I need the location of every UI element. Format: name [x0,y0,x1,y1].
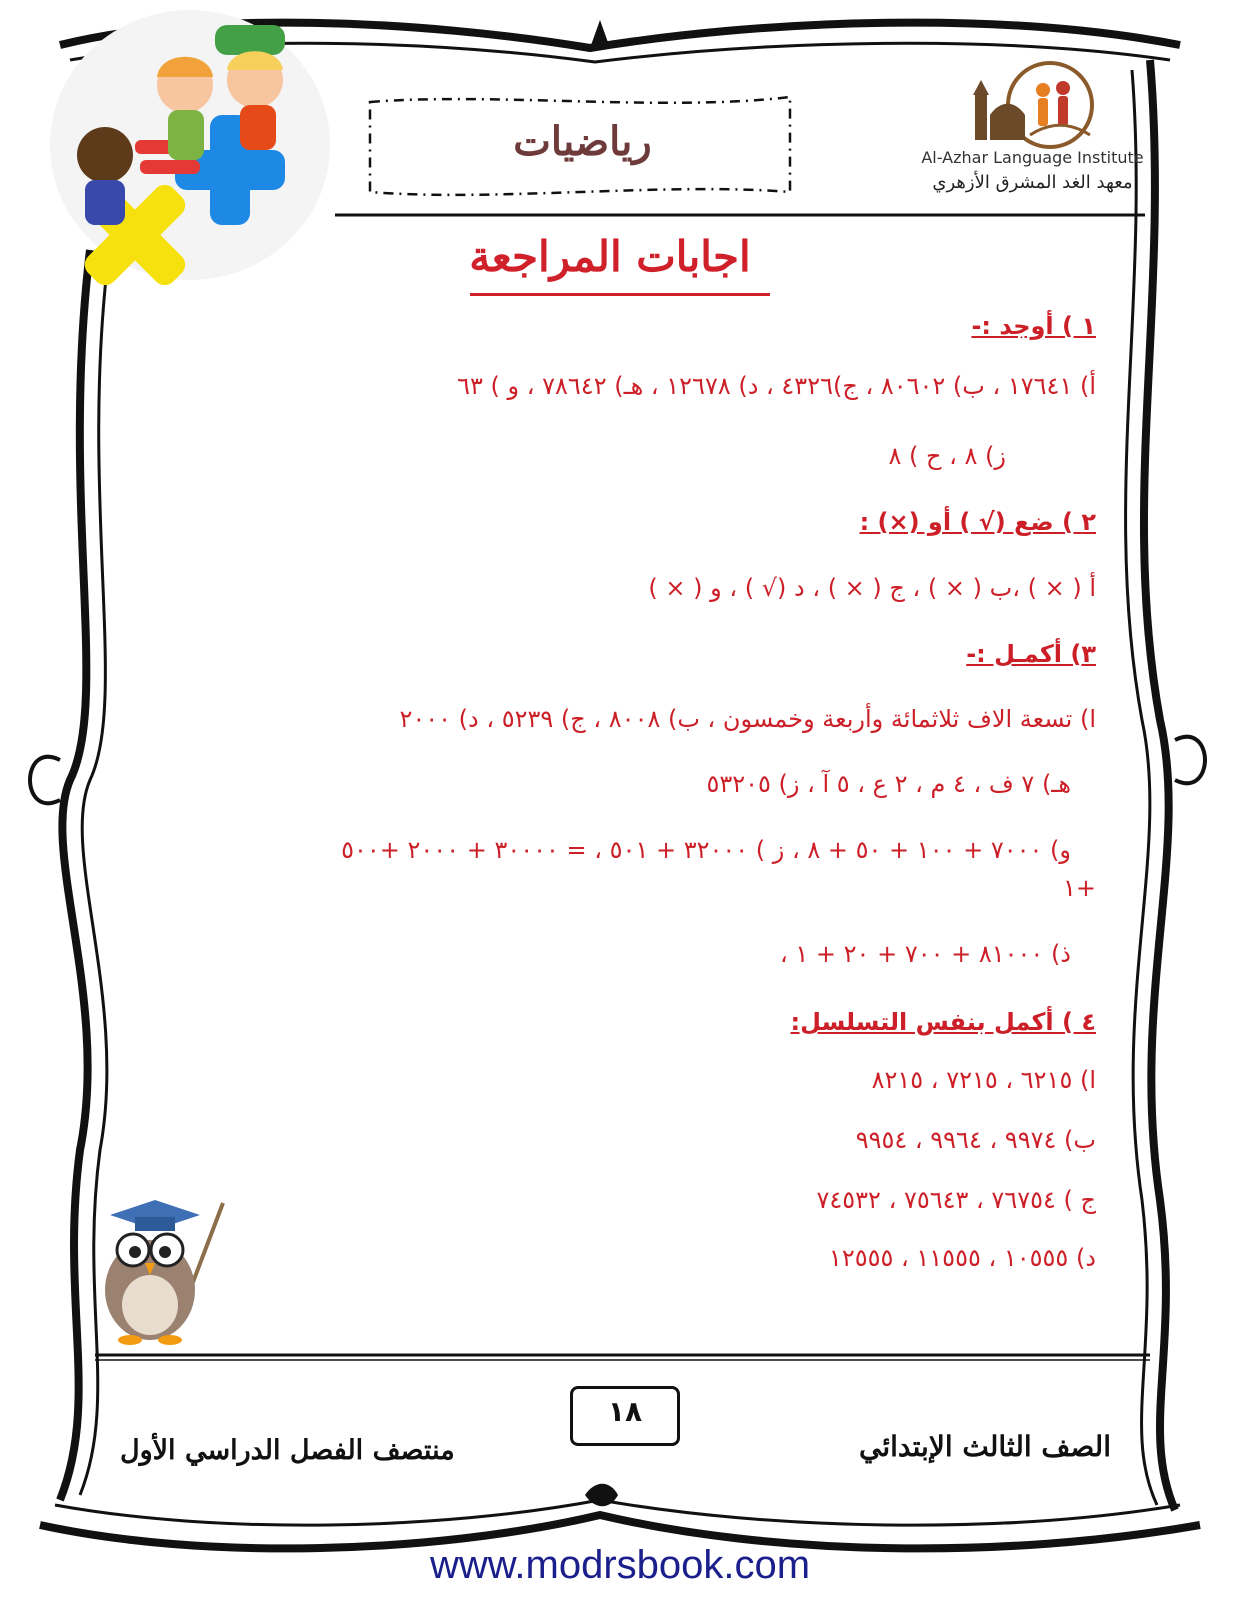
owl-teacher-illustration [95,1195,230,1345]
page-number: ١٨ [607,1395,643,1428]
section-4-heading: ٤ ) أكمل بنفس التسلسل: [790,1008,1096,1036]
page-title: اجابات المراجعة [469,232,751,281]
section-1-line-2: ز) ٨ ، ح ) ٨ [888,442,1006,470]
section-3-line-1: ا) تسعة الاف ثلاثمائة وأربعة وخمسون ، ب) ٨٠٠٨ ، ج) ٥٢٣٩ ، د) ٢٠٠٠ [399,705,1096,733]
section-3-heading: ٣) أكمـل :- [966,640,1096,668]
section-1-line-1: أ) ١٧٦٤١ ، ب) ٨٠٦٠٢ ، ج)٤٣٢٦ ، د) ١٢٦٧٨ ، هـ) ٧٨٦٤٢ ، و ) ٦٣ [457,372,1096,400]
section-3-line-3-continued: +١ [1063,874,1096,902]
grade-label: الصف الثالث الإبتدائي [859,1430,1111,1463]
section-4-line-2: ب) ٩٩٧٤ ، ٩٩٦٤ ، ٩٩٥٤ [855,1126,1096,1154]
children-math-illustration [40,5,340,295]
institute-name-english: Al-Azhar Language Institute [921,148,1144,167]
institute-logo-icon [955,60,1125,150]
section-3-line-4: ذ) ٨١٠٠٠ + ٧٠٠ + ٢٠ + ١ ، [780,940,1071,968]
title-underline [470,293,770,296]
website-link[interactable]: www.modrsbook.com [429,1543,811,1587]
section-4-line-4: د) ١٠٥٥٥ ، ١١٥٥٥ ، ١٢٥٥٥ [828,1244,1096,1272]
section-1-heading: ١ ) أوجد :- [971,312,1096,340]
section-2-line-1: أ ( × ) ،ب ( × ) ، ج ( × ) ، د (√ ) ، و ( × ) [648,574,1096,602]
institute-name-arabic: معهد الغد المشرق الأزهري [932,172,1133,193]
term-label: منتصف الفصل الدراسي الأول [120,1435,455,1466]
section-4-line-3: ج ) ٧٦٧٥٤ ، ٧٥٦٤٣ ، ٧٤٥٣٢ [816,1186,1096,1214]
section-4-line-1: ا) ٦٢١٥ ، ٧٢١٥ ، ٨٢١٥ [871,1066,1096,1094]
section-3-line-2: هـ) ٧ ف ، ٤ م ، ٢ ع ، ٥ آ ، ز) ٥٣٢٠٥ [706,770,1071,798]
subject-title: رياضيات [513,118,652,165]
section-2-heading: ٢ ) ضع (√ ) أو (×) : [859,508,1096,536]
section-3-line-3: و) ٧٠٠٠ + ١٠٠ + ٥٠ + ٨ ، ز ) ٣٢٠٠٠ + ٥٠١ ، = ٣٠٠٠٠ + ٢٠٠٠ +٥٠٠ [341,836,1071,864]
